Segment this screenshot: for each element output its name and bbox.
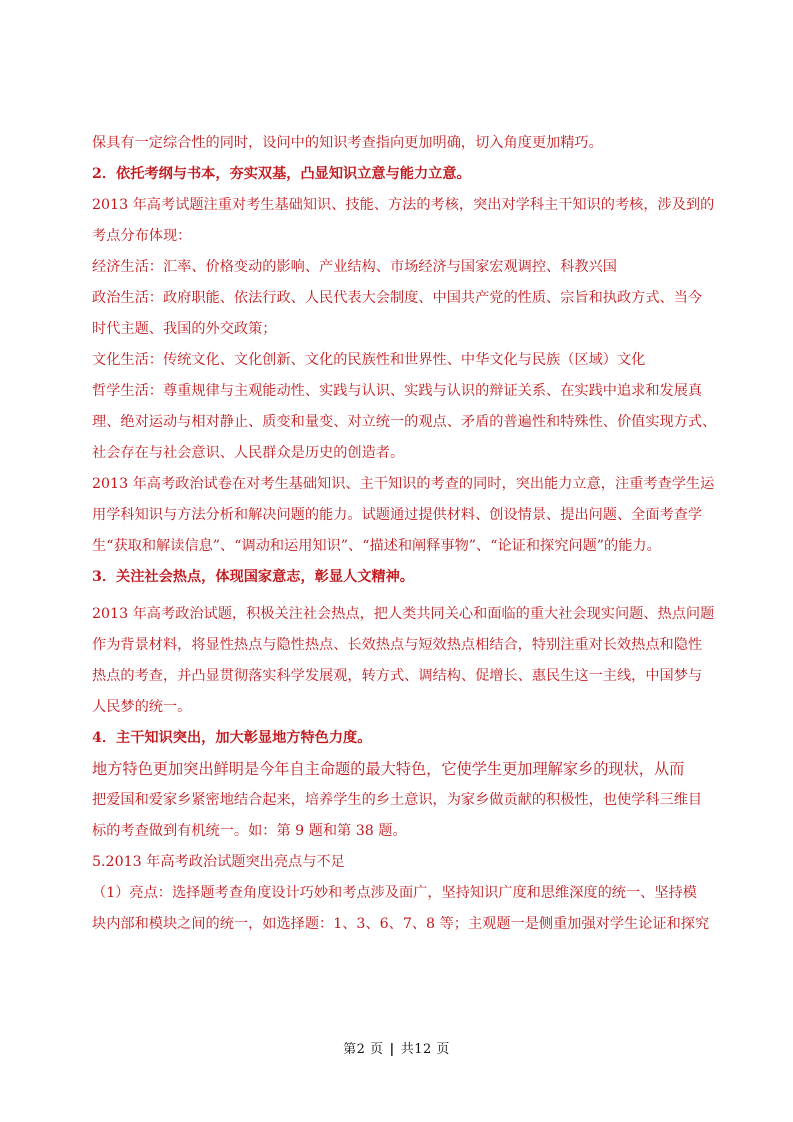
body-line-economy: 经济生活：汇率、价格变动的影响、产业结构、市场经济与国家宏观调控、科教兴国 <box>92 259 617 275</box>
page-total: 共12 页 <box>400 1042 450 1057</box>
section-heading-3: 3．关注社会热点，体现国家意志，彰显人文精神。 <box>92 569 414 585</box>
body-line: 2013 年高考试题注重对考生基础知识、技能、方法的考核，突出对学科主干知识的考核，涉及到的 <box>92 197 715 213</box>
body-line: 人民梦的统一。 <box>92 699 192 715</box>
body-line: 标的考查做到有机统一。如：第 9 题和第 38 题。 <box>92 823 407 839</box>
body-line: 生“获取和解读信息”、“调动和运用知识”、“描述和阐释事物”、“论证和探究问题”的能力。 <box>92 538 661 554</box>
section-heading-5: 5.2013 年高考政治试题突出亮点与不足 <box>92 854 345 870</box>
body-line: 考点分布体现： <box>92 228 192 244</box>
body-line: 社会存在与社会意识、人民群众是历史的创造者。 <box>92 445 405 461</box>
body-line: 用学科知识与方法分析和解决问题的能力。试题通过提供材料、创设情景、提出问题、全面考查学 <box>92 507 703 523</box>
body-line: 把爱国和爱家乡紧密地结合起来，培养学生的乡土意识，为家乡做贡献的积极性，也使学科三维目 <box>92 792 703 808</box>
body-line: 时代主题、我国的外交政策； <box>92 321 277 337</box>
body-line: 块内部和模块之间的统一，如选择题：1、3、6、7、8 等；主观题一是侧重加强对学生论证和探究 <box>92 916 710 932</box>
body-line: 理、绝对运动与相对静止、质变和量变、对立统一的观点、矛盾的普遍性和特殊性、价值实现方式、 <box>92 414 717 430</box>
body-line: 地方特色更加突出鲜明是今年自主命题的最大特色，它使学生更加理解家乡的现状，从而 <box>92 760 685 778</box>
body-line: 作为背景材料，将显性热点与隐性热点、长效热点与短效热点相结合，特别注重对长效热点和隐性 <box>92 637 703 653</box>
section-heading-4: 4．主干知识突出，加大彰显地方特色力度。 <box>92 730 372 746</box>
body-line: 2013 年高考政治试卷在对考生基础知识、主干知识的考查的同时，突出能力立意，注重考查学生运 <box>92 476 715 492</box>
section-heading-2: 2．依托考纲与书本，夯实双基，凸显知识立意与能力立意。 <box>92 166 471 182</box>
page-body <box>92 128 717 940</box>
body-line: 保具有一定综合性的同时，设问中的知识考查指向更加明确，切入角度更加精巧。 <box>92 135 603 151</box>
body-line-philosophy: 哲学生活：尊重规律与主观能动性、实践与认识、实践与认识的辩证关系、在实践中追求和发展真 <box>92 383 703 399</box>
page-footer <box>0 1038 793 1057</box>
body-line: 热点的考查，并凸显贯彻落实科学发展观，转方式、调结构、促增长、惠民生这一主线，中国梦与 <box>92 668 703 684</box>
body-line: （1）亮点：选择题考查角度设计巧妙和考点涉及面广，坚持知识广度和思维深度的统一、坚持模 <box>92 885 697 901</box>
body-line-politics: 政治生活：政府职能、依法行政、人民代表大会制度、中国共产党的性质、宗旨和执政方式、当今 <box>92 290 703 306</box>
body-line: 2013 年高考政治试题，积极关注社会热点，把人类共同关心和面临的重大社会现实问题、热点问题 <box>92 606 715 622</box>
footer-separator: | <box>389 1042 395 1057</box>
page-current: 第2 页 <box>343 1042 384 1057</box>
body-line-culture: 文化生活：传统文化、文化创新、文化的民族性和世界性、中华文化与民族（区域）文化 <box>92 352 646 368</box>
